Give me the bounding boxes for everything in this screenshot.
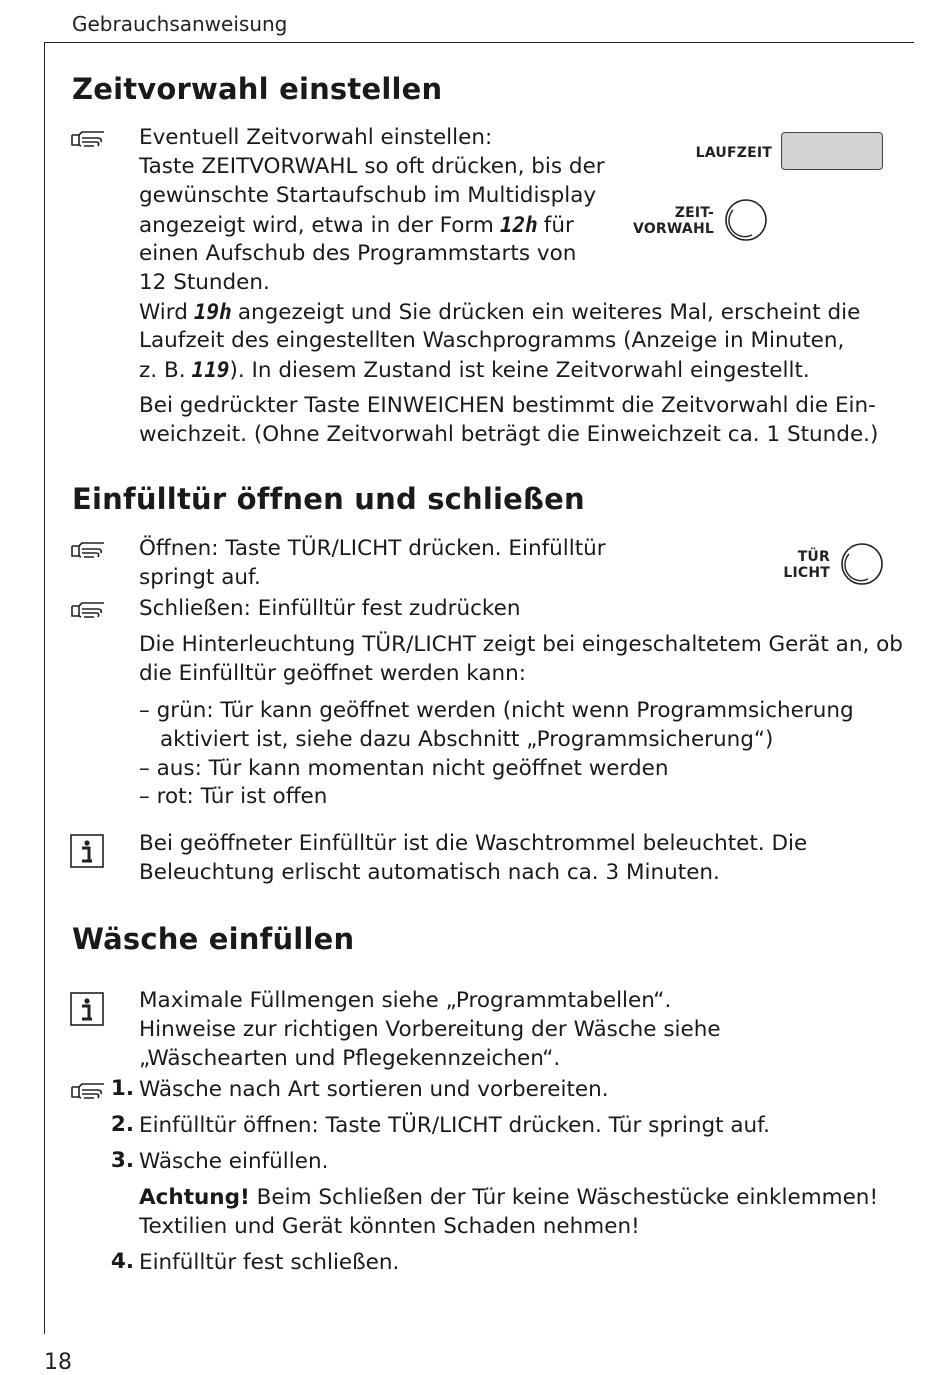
panel-label-licht: LICHT [783,565,830,581]
text-fragment: angezeigt wird, etwa in der Form [139,213,494,238]
text-line: Öffnen: Taste TÜR/LICHT drücken. Einfülltür [139,536,606,561]
text-line: Die Hinterleuchtung TÜR/LICHT zeigt bei eingeschaltetem Gerät an, ob [139,632,903,657]
text-fragment: für [543,213,574,238]
panel-label-vorwahl: VORWAHL [633,221,714,237]
text-line: Laufzeit des eingestellten Waschprogramms (Anzeige in Minuten, [139,328,845,353]
list-item: – aus: Tür kann momentan nicht geöffnet werden [139,756,669,781]
list-item-continuation: aktiviert ist, siehe dazu Abschnitt „Programmsicherung“) [160,727,774,752]
text-line: die Einfülltür geöffnet werden kann: [139,661,527,686]
step-text: Wäsche einfüllen. [139,1149,329,1174]
laufzeit-display [781,132,883,170]
text-fragment: angezeigt und Sie drücken ein weiteres Mal, erscheint die [237,300,861,325]
section-title-einfuelltuer: Einfülltür öffnen und schließen [72,482,585,516]
page-number: 18 [44,1350,72,1375]
text-line [139,298,860,328]
step-text: Einfülltür fest schließen. [139,1250,400,1275]
warning-line [139,1184,878,1213]
text-fragment: Wird [139,300,188,325]
warning-line: Textilien und Gerät könnten Schaden nehmen! [139,1214,640,1239]
text-line: weichzeit. (Ohne Zeitvorwahl beträgt die Einweichzeit ca. 1 Stunde.) [139,422,879,447]
pointing-hand-icon [70,128,106,148]
warning-label: Achtung! [139,1185,250,1210]
step-text: Einfülltür öffnen: Taste TÜR/LICHT drücken. Tür springt auf. [139,1113,771,1138]
display-readout-12h: 12h [499,213,538,237]
section-title-zeitvorwahl: Zeitvorwahl einstellen [72,72,443,106]
text-line: Eventuell Zeitvorwahl einstellen: [139,125,493,150]
text-line: springt auf. [139,565,261,590]
text-fragment: ). In diesem Zustand ist keine Zeitvorwahl eingestellt. [229,358,810,383]
text-line: gewünschte Startaufschub im Multidisplay [139,183,597,208]
pointing-hand-icon [70,599,106,619]
text-fragment: z. B. [139,358,186,383]
text-line [139,211,574,241]
display-readout-119: 119 [191,358,230,382]
pointing-hand-icon [70,1080,106,1100]
warning-text: Beim Schließen der Tür keine Wäschestücke einklemmen! [256,1185,879,1210]
text-line: „Wäschearten und Pflegekennzeichen“. [139,1046,561,1071]
list-item: – rot: Tür ist offen [139,784,328,809]
step-number: 3. [110,1148,134,1173]
text-line: Hinweise zur richtigen Vorbereitung der Wäsche siehe [139,1017,721,1042]
step-text: Wäsche nach Art sortieren und vorbereiten. [139,1077,609,1102]
text-line: Schließen: Einfülltür fest zudrücken [139,596,521,621]
text-line: Beleuchtung erlischt automatisch nach ca. 3 Minuten. [139,860,720,885]
step-number: 2. [110,1112,134,1137]
panel-label-tuer: TÜR [797,549,830,565]
text-line: Taste ZEITVORWAHL so oft drücken, bis der [139,154,605,179]
info-icon [70,992,104,1026]
list-item: – grün: Tür kann geöffnet werden (nicht wenn Programmsicherung [139,698,854,723]
tuer-licht-button-icon[interactable] [840,542,884,586]
step-number: 4. [110,1249,134,1274]
panel-label-zeit: ZEIT- [674,205,714,221]
header-rule [44,42,914,43]
text-line: Bei geöffneter Einfülltür ist die Waschtrommel beleuchtet. Die [139,831,808,856]
margin-rule [44,42,45,1334]
section-title-waesche: Wäsche einfüllen [72,922,355,956]
pointing-hand-icon [70,539,106,559]
text-line: 12 Stunden. [139,270,270,295]
text-line: Maximale Füllmengen siehe „Programmtabellen“. [139,988,672,1013]
text-line: Bei gedrückter Taste EINWEICHEN bestimmt die Zeitvorwahl die Ein- [139,393,876,418]
zeitvorwahl-button-icon[interactable] [724,198,768,242]
step-number: 1. [110,1076,134,1101]
display-readout-19h: 19h [193,300,232,324]
info-icon [70,834,104,868]
text-line [139,356,810,386]
text-line: einen Aufschub des Programmstarts von [139,241,577,266]
running-header: Gebrauchsanweisung [72,12,288,36]
panel-label-laufzeit: LAUFZEIT [695,145,772,161]
